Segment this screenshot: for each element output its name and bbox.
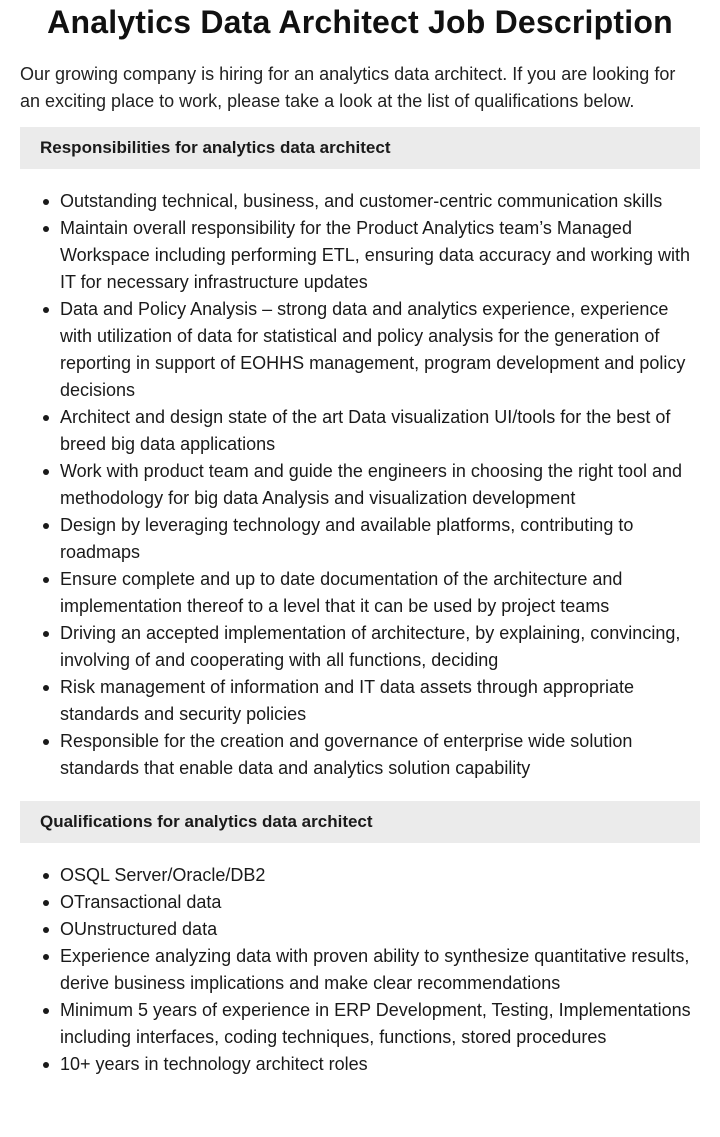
list-item: Risk management of information and IT data assets through appropriate standards and security policies — [60, 674, 700, 728]
list-item: OSQL Server/Oracle/DB2 — [60, 862, 700, 889]
list-item: Design by leveraging technology and available platforms, contributing to roadmaps — [60, 512, 700, 566]
qualifications-list — [20, 862, 700, 1078]
page-title: Analytics Data Architect Job Description — [47, 4, 673, 40]
list-item: OUnstructured data — [60, 916, 700, 943]
qualifications-heading: Qualifications for analytics data architect — [20, 801, 700, 843]
list-item: Driving an accepted implementation of architecture, by explaining, convincing, involving of and cooperating with all functions, deciding — [60, 620, 700, 674]
list-item: Work with product team and guide the engineers in choosing the right tool and methodology for big data Analysis and visualization development — [60, 458, 700, 512]
list-item: Minimum 5 years of experience in ERP Development, Testing, Implementations including interfaces, coding techniques, functions, stored procedures — [60, 997, 700, 1051]
list-item: Maintain overall responsibility for the Product Analytics team’s Managed Workspace including performing ETL, ensuring data accuracy and working with IT for necessary infrastructure updates — [60, 215, 700, 296]
responsibilities-list — [20, 188, 700, 782]
list-item: Ensure complete and up to date documentation of the architecture and implementation thereof to a level that it can be used by project teams — [60, 566, 700, 620]
list-item: OTransactional data — [60, 889, 700, 916]
list-item: Architect and design state of the art Data visualization UI/tools for the best of breed big data applications — [60, 404, 700, 458]
responsibilities-heading: Responsibilities for analytics data architect — [20, 127, 700, 169]
list-item: Data and Policy Analysis – strong data and analytics experience, experience with utilization of data for statistical and policy analysis for the generation of reporting in support of EOHHS management, program development and policy decisions — [60, 296, 700, 404]
list-item: 10+ years in technology architect roles — [60, 1051, 700, 1078]
intro-paragraph: Our growing company is hiring for an analytics data architect. If you are looking for an exciting place to work, please take a look at the list of qualifications below. — [20, 64, 676, 111]
list-item: Outstanding technical, business, and customer-centric communication skills — [60, 188, 700, 215]
list-item: Responsible for the creation and governance of enterprise wide solution standards that enable data and analytics solution capability — [60, 728, 700, 782]
list-item: Experience analyzing data with proven ability to synthesize quantitative results, derive business implications and make clear recommendations — [60, 943, 700, 997]
